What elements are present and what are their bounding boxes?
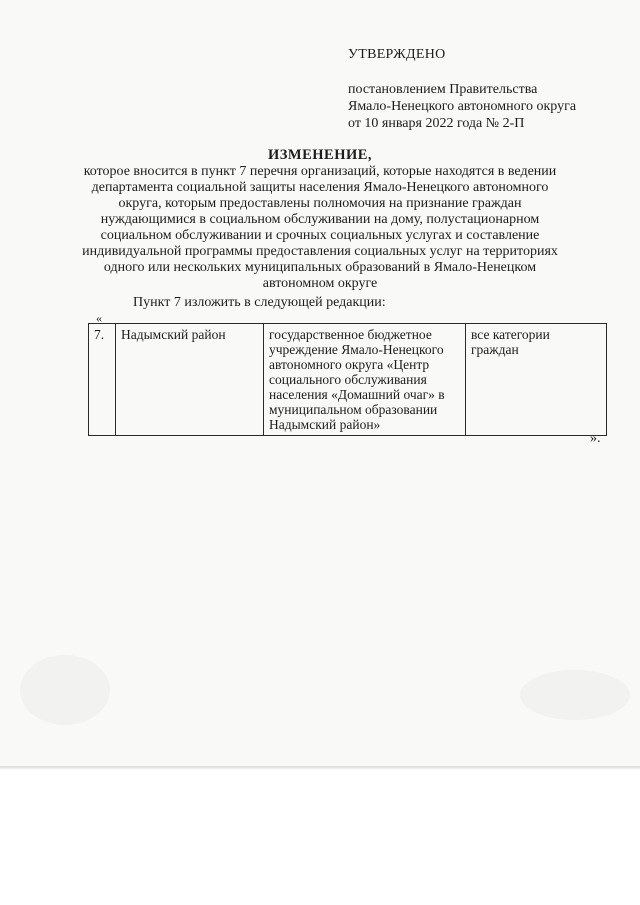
entry-table <box>88 323 607 436</box>
scan-artifact <box>20 655 110 725</box>
area-cell: Надымский район <box>116 324 264 436</box>
heading-line: социальном обслуживании и срочных социальных услугах и составление <box>100 228 540 243</box>
approval-line: постановлением Правительства <box>348 82 538 97</box>
organization-line: социального обслуживания <box>269 372 427 387</box>
organization-line: населения «Домашний очаг» в <box>269 387 445 402</box>
heading-line: индивидуальной программы предоставления социальных услуг на территориях <box>82 244 558 259</box>
opening-quote: « <box>96 311 102 325</box>
closing-quote: ». <box>590 431 601 446</box>
table-row <box>89 324 607 436</box>
intro-paragraph: Пункт 7 изложить в следующей редакции: <box>133 295 386 310</box>
category-cell <box>466 324 607 436</box>
heading-title: ИЗМЕНЕНИЕ, <box>267 147 373 163</box>
organization-cell <box>264 324 466 436</box>
organization-line: муниципальном образовании <box>269 402 438 417</box>
organization-line: Надымский район» <box>269 417 381 432</box>
document-heading <box>80 147 560 292</box>
approval-line: Ямало-Ненецкого автономного округа <box>348 99 577 114</box>
approval-block <box>348 46 576 132</box>
approval-line: от 10 января 2022 года № 2-П <box>348 116 525 131</box>
organization-line: учреждение Ямало-Ненецкого <box>269 342 444 357</box>
heading-line: нуждающимися в социальном обслуживании на дому, полустационарном <box>100 212 540 227</box>
approval-title: УТВЕРЖДЕНО <box>348 47 446 62</box>
heading-line: одного или нескольких муниципальных образований в Ямало-Ненецком <box>103 260 537 275</box>
scan-artifact <box>520 670 630 720</box>
row-number-cell: 7. <box>89 324 116 436</box>
organization-line: автономного округа «Центр <box>269 357 430 372</box>
heading-line: департамента социальной защиты населения Ямало-Ненецкого автономного <box>91 180 549 195</box>
category-line: все категории <box>471 327 550 342</box>
category-line: граждан <box>471 342 519 357</box>
organization-line: государственное бюджетное <box>269 327 432 342</box>
page-edge <box>0 766 640 770</box>
heading-line: которое вносится в пункт 7 перечня организаций, которые находятся в ведении <box>83 164 557 179</box>
heading-line: округа, которым предоставлены полномочия на признание граждан <box>118 196 522 211</box>
heading-line: автономном округе <box>262 276 378 291</box>
